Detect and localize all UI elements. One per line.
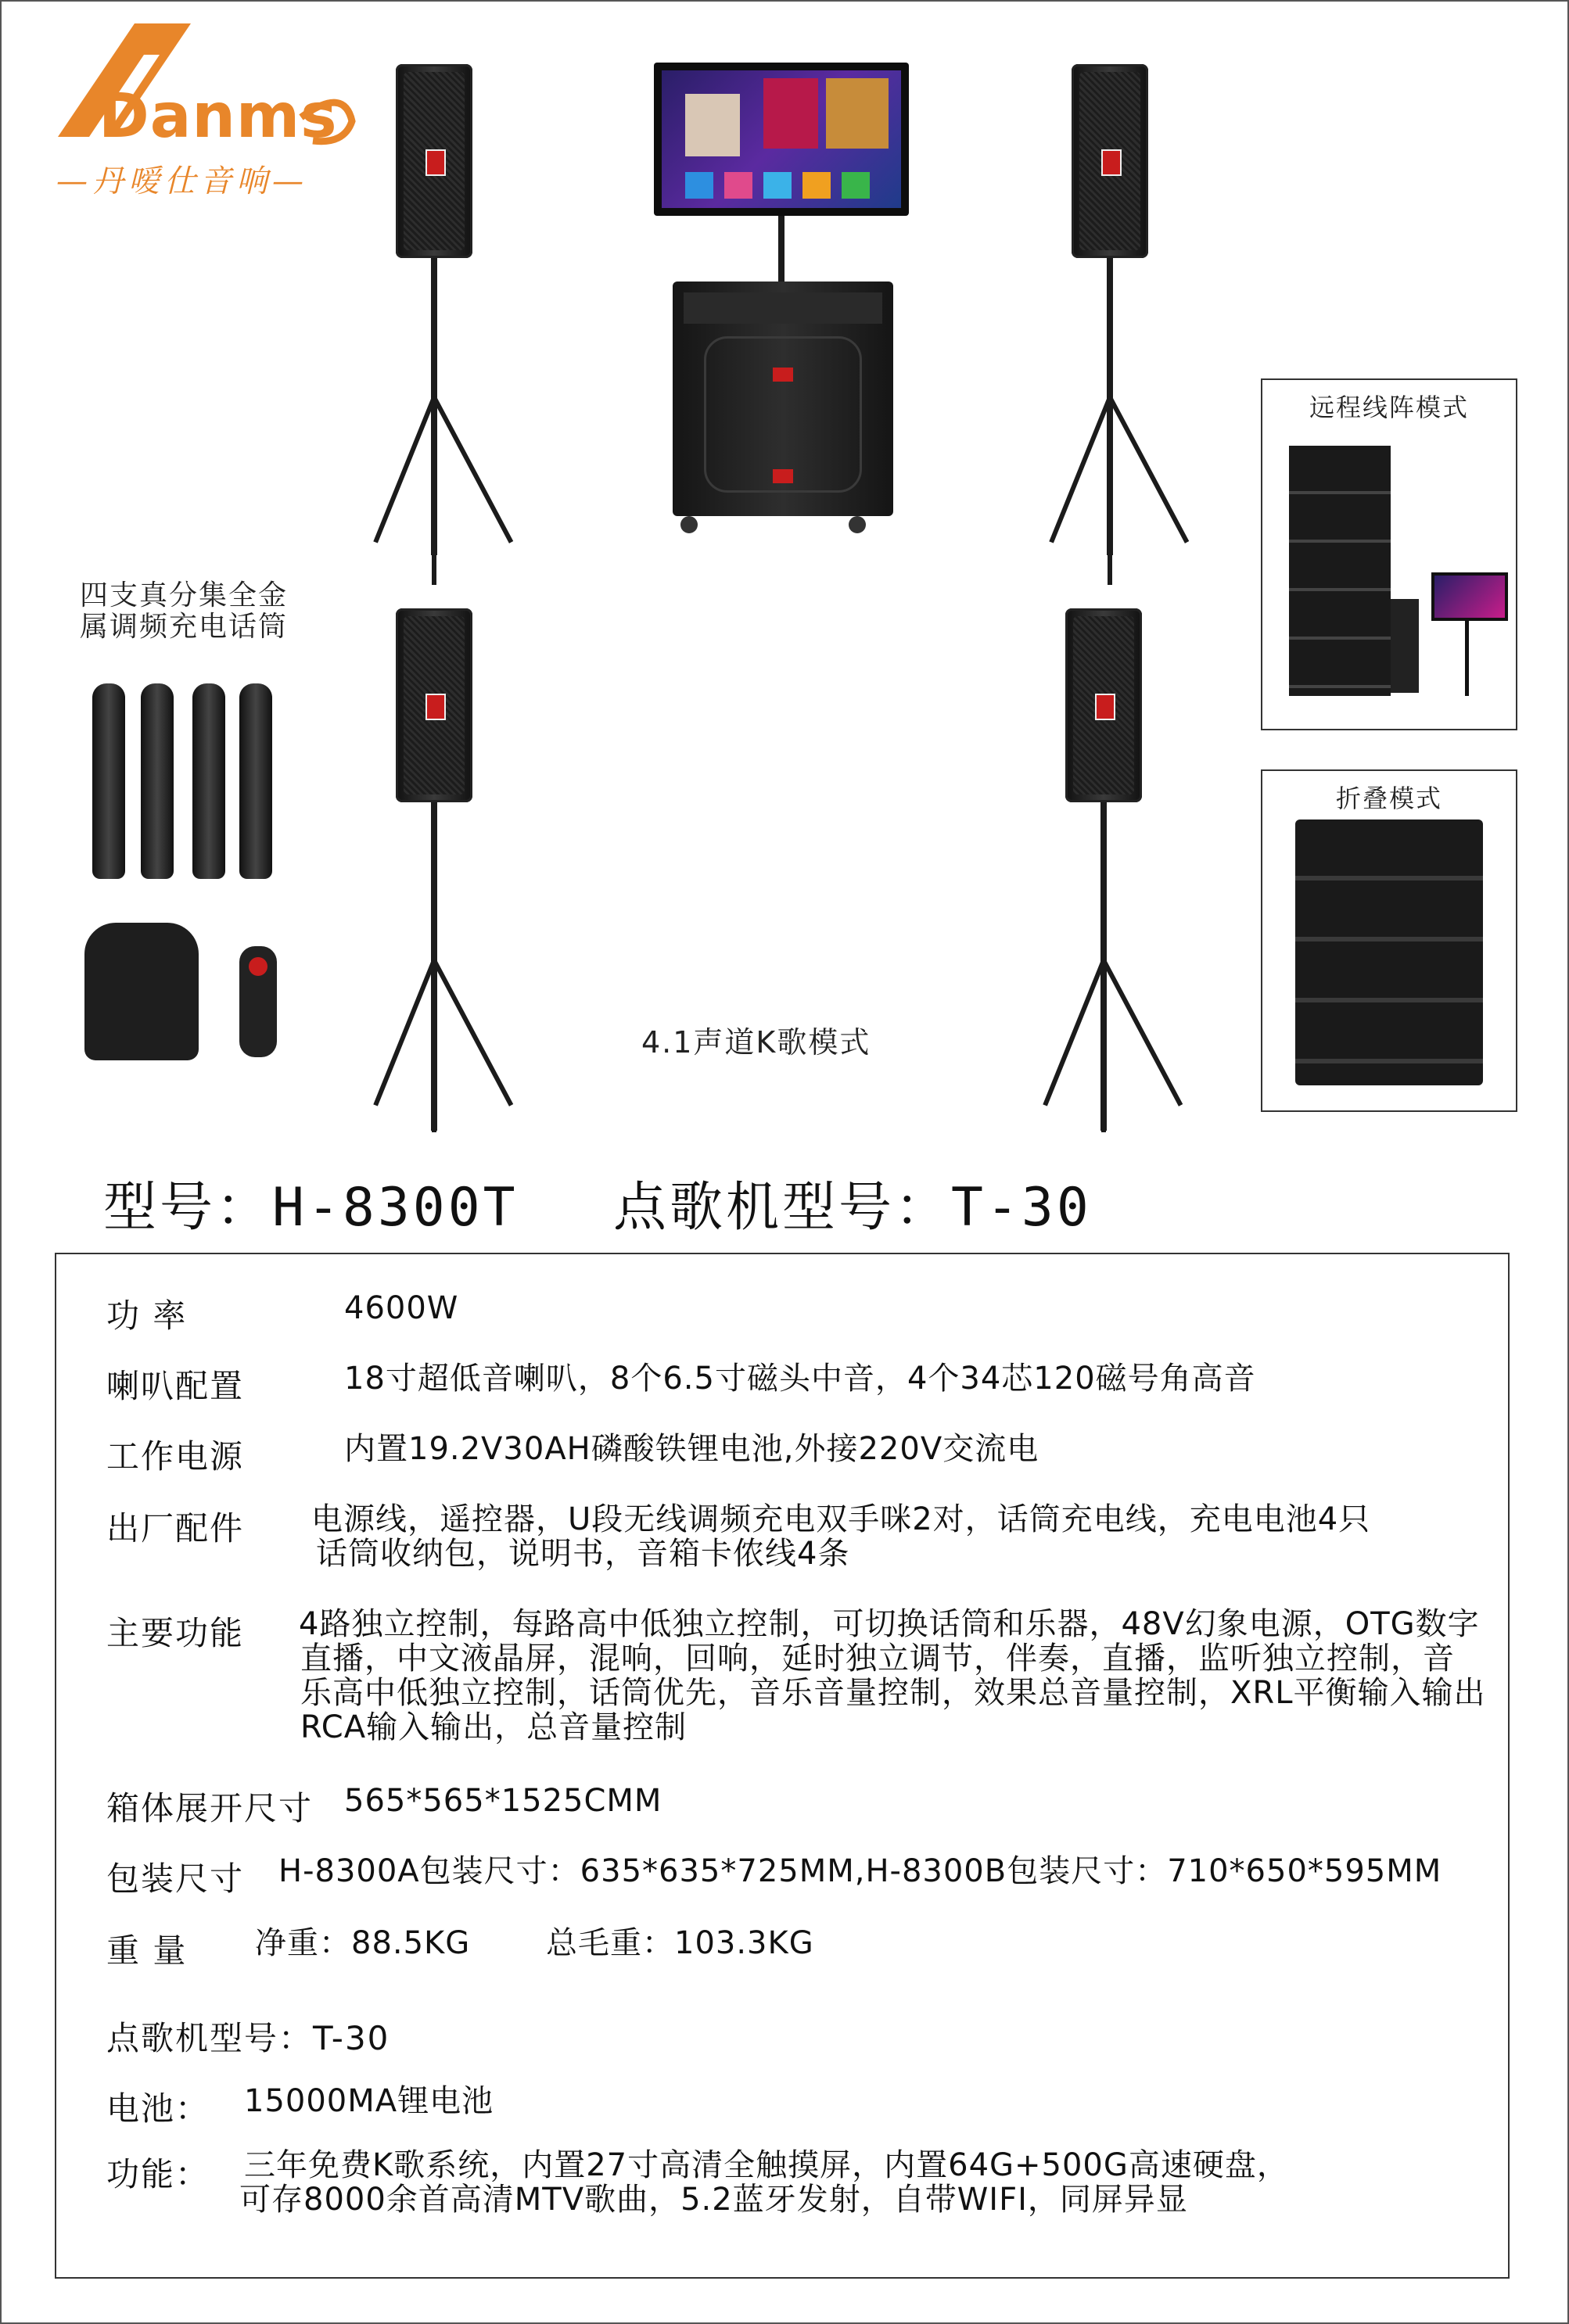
folded-stack: [1295, 819, 1483, 1085]
spec-value-accessories-2: 话筒收纳包，说明书，音箱卡侬线4条: [316, 1536, 850, 1572]
satellite-speaker-bottom-right: [1065, 608, 1142, 802]
spec-value-functions-1: 4路独立控制，每路高中低独立控制，可切换话筒和乐器，48V幻象电源，OTG数字: [299, 1606, 1480, 1642]
folded-caption: 折叠模式: [1335, 784, 1442, 813]
player-function-line-2: 可存8000余首高清MTV歌曲，5.2蓝牙发射，自带WIFI，同屏异显: [239, 2182, 1188, 2218]
mics-caption: 四支真分集全金属调频充电话筒: [80, 579, 289, 643]
stand-leg: [432, 960, 436, 1132]
spec-value-gross-weight: 总毛重：103.3KG: [546, 1925, 814, 1961]
wireless-mic: [141, 683, 174, 879]
spec-label-speakers: 喇叭配置: [106, 1367, 245, 1405]
remote-control: [239, 946, 277, 1057]
spec-value-unfolded-size: 565*565*1525CMM: [344, 1783, 662, 1819]
karaoke-mode-caption: 4.1声道K歌模式: [641, 1025, 871, 1060]
satellite-speaker-top-right: [1072, 64, 1148, 258]
line-array-caption: 远程线阵模式: [1309, 393, 1469, 422]
caster-wheel: [680, 516, 698, 533]
player-battery-label: 电池：: [106, 2089, 210, 2128]
folded-mode-panel: [1261, 769, 1517, 1112]
spec-label-power: 功 率: [106, 1296, 188, 1335]
spec-value-speakers: 18寸超低音喇叭，8个6.5寸磁头中音，4个34芯120磁号角高音: [344, 1361, 1256, 1397]
brand-tagline: —丹嗳仕音响—: [56, 163, 308, 199]
spec-value-package-size: H-8300A包装尺寸：635*635*725MM,H-8300B包装尺寸：710*650*595MM: [278, 1853, 1442, 1889]
karaoke-touchscreen: [654, 63, 909, 216]
spec-value-functions-3: 乐高中低独立控制，话筒优先，音乐音量控制，效果总音量控制，XRL平衡输入输出: [300, 1675, 1486, 1711]
player-model-number: 点歌机型号：T-30: [613, 1177, 1092, 1239]
spec-label-power-supply: 工作电源: [106, 1437, 245, 1476]
spec-value-accessories-1: 电源线，遥控器，U段无线调频充电双手咪2对，话筒充电线，充电电池4只: [311, 1501, 1371, 1537]
satellite-speaker-top-left: [396, 64, 472, 258]
tablet-screen: [1431, 572, 1508, 621]
spec-value-power: 4600W: [344, 1290, 459, 1326]
spec-value-functions-4: RCA输入输出，总音量控制: [300, 1709, 688, 1745]
spec-value-functions-2: 直播，中文液晶屏，混响，回响，延时独立调节，伴奏，直播，监听独立控制，音: [300, 1641, 1455, 1677]
brand-logo-swoosh: [297, 94, 360, 149]
spec-value-net-weight: 净重：88.5KG: [255, 1925, 471, 1961]
spec-label-weight: 重 量: [106, 1931, 188, 1970]
wireless-mic: [192, 683, 225, 879]
spec-panel: [55, 1253, 1510, 2279]
stand-leg: [432, 397, 436, 585]
line-array-mode-panel: [1261, 378, 1517, 730]
subwoofer-cabinet: [673, 282, 893, 516]
model-number: 型号：H-8300T: [103, 1177, 519, 1239]
player-model-label: 点歌机型号：T-30: [106, 2019, 390, 2057]
spec-label-accessories: 出厂配件: [106, 1509, 245, 1548]
wireless-mic: [92, 683, 125, 879]
stand-leg: [1101, 960, 1106, 1132]
satellite-speaker-bottom-left: [396, 608, 472, 802]
player-function-line-1: 三年免费K歌系统，内置27寸高清全触摸屏，内置64G+500G高速硬盘，: [244, 2147, 1289, 2183]
spec-label-functions: 主要功能: [106, 1614, 245, 1652]
player-function-label: 功能：: [106, 2155, 210, 2193]
mic-carry-bag: [84, 923, 199, 1060]
spec-value-power-supply: 内置19.2V30AH磷酸铁锂电池,外接220V交流电: [344, 1431, 1039, 1467]
spec-label-package-size: 包装尺寸: [106, 1860, 245, 1898]
player-battery-value: 15000MA锂电池: [244, 2083, 494, 2119]
brand-logo-text: Danms: [99, 81, 338, 152]
caster-wheel: [849, 516, 866, 533]
spec-label-unfolded-size: 箱体展开尺寸: [106, 1789, 314, 1827]
stand-leg: [1108, 397, 1112, 585]
wireless-mic: [239, 683, 272, 879]
line-array-stack: [1289, 446, 1391, 696]
